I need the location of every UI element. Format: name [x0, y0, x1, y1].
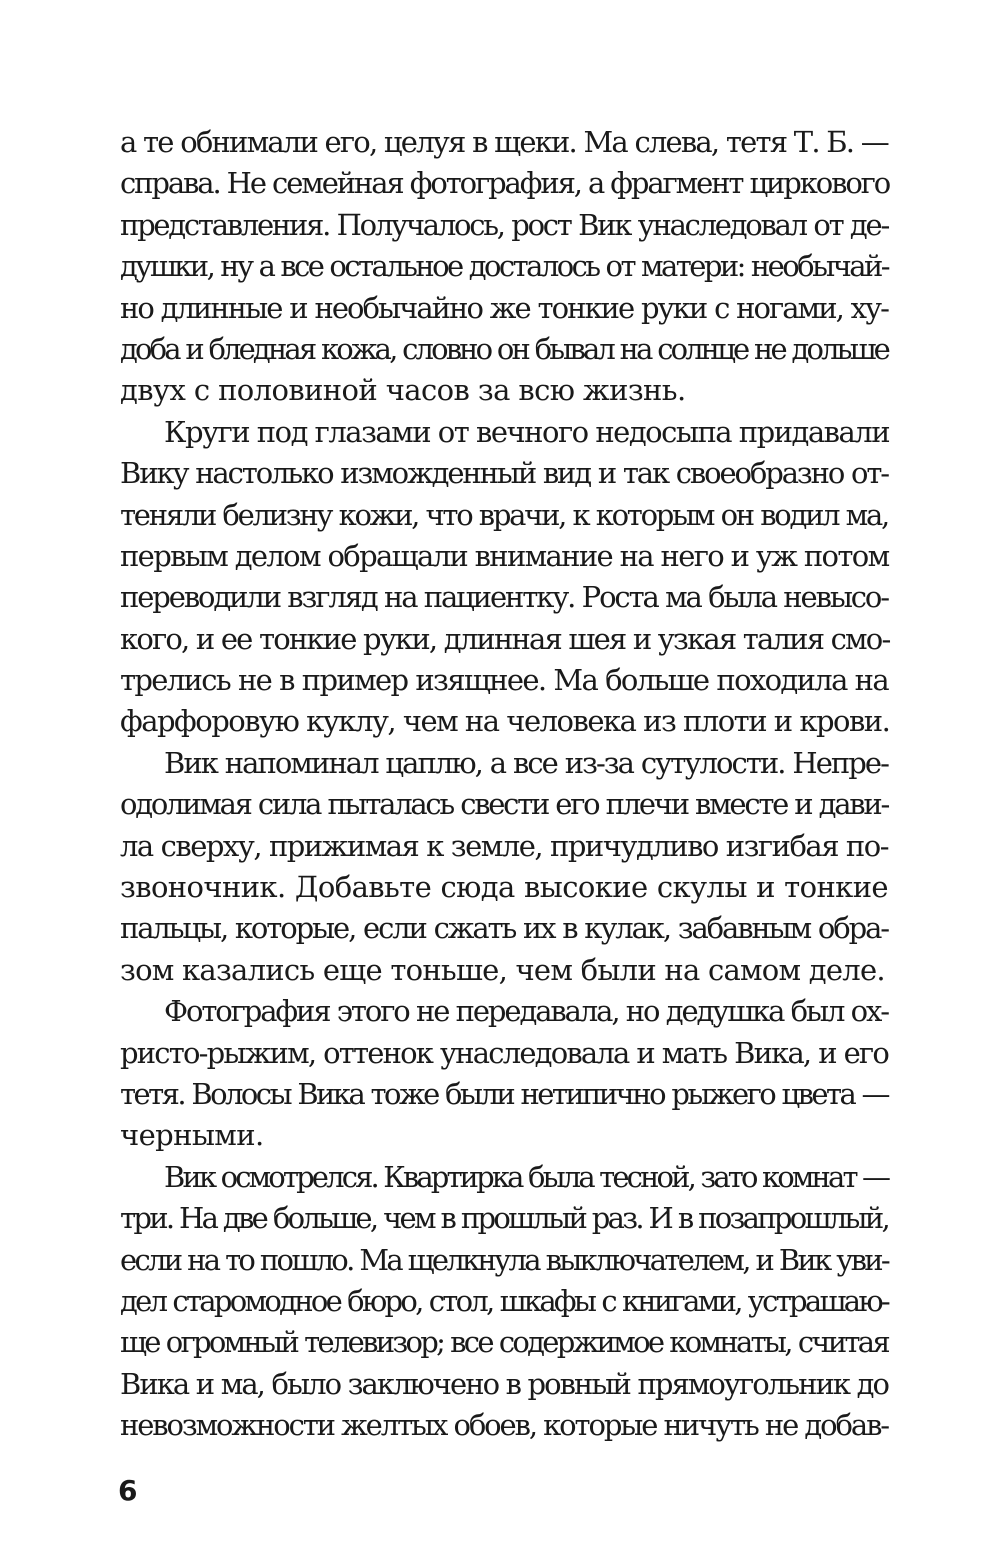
text-line: первым делом обращали внимание на него и уж потом — [120, 538, 889, 573]
text-line: зом казались еще тоньше, чем были на самом деле. — [120, 952, 885, 987]
text-line: пальцы, которые, если сжать их в кулак, забавным обра- — [120, 911, 888, 946]
text-line: доба и бледная кожа, словно он бывал на солнце не дольше — [120, 331, 888, 366]
text-line: а те обнимали его, целуя в щеки. Ма слева, тетя Т. Б. — — [120, 125, 888, 159]
text-line: Вику настолько изможденный вид и так своеобразно от- — [120, 456, 888, 491]
page-number: 6 — [118, 1474, 138, 1507]
text-line: переводили взгляд на пациентку. Роста ма была невысо- — [120, 580, 888, 615]
body-text — [120, 122, 888, 1447]
text-line: тетя. Волосы Вика тоже были нетипично рыжего цвета — — [120, 1076, 888, 1111]
text-line: дел старомодное бюро, стол, шкафы с книгами, устрашаю- — [120, 1283, 888, 1318]
text-line: душки, ну а все остальное досталось от матери: необычай- — [120, 249, 888, 284]
text-line: звоночник. Добавьте сюда высокие скулы и тонкие — [120, 870, 888, 905]
text-line: трелись не в пример изящнее. Ма больше походила на — [120, 663, 888, 698]
text-line: кого, и ее тонкие руки, длинная шея и узкая талия смо- — [120, 621, 890, 656]
text-line: если на то пошло. Ма щелкнула выключателем, и Вик уви- — [120, 1242, 888, 1277]
text-line: двух с половиной часов за всю жизнь. — [120, 373, 686, 408]
text-line: Вика и ма, было заключено в ровный прямоугольник до — [120, 1366, 888, 1401]
text-line: ще огромный телевизор; все содержимое комнаты, считая — [120, 1325, 888, 1360]
text-line: представления. Получалось, рост Вик унаследовал от де- — [120, 207, 888, 242]
text-line: черными. — [120, 1118, 264, 1153]
text-line: Круги под глазами от вечного недосыпа придавали — [164, 414, 890, 449]
text-line: теняли белизну кожи, что врачи, к которым он водил ма, — [120, 497, 888, 532]
text-line: ристо-рыжим, оттенок унаследовала и мать Вика, и его — [120, 1035, 888, 1070]
text-line: фарфоровую куклу, чем на человека из плоти и крови. — [120, 704, 890, 739]
text-line: но длинные и необычайно же тонкие руки с ногами, ху- — [120, 290, 888, 325]
text-line: справа. Не семейная фотография, а фрагмент циркового — [120, 166, 890, 201]
text-line: Фотография этого не передавала, но дедушка был ох- — [164, 994, 888, 1029]
text-line: три. На две больше, чем в прошлый раз. И в позапрошлый, — [120, 1201, 888, 1236]
text-line: одолимая сила пыталась свести его плечи вместе и дави- — [120, 787, 888, 822]
text-line: Вик напоминал цаплю, а все из-за сутулости. Непре- — [164, 745, 888, 780]
text-line: ла сверху, прижимая к земле, причудливо изгибая по- — [120, 828, 888, 863]
text-line: невозможности желтых обоев, которые ничуть не добав- — [120, 1408, 888, 1443]
text-line: Вик осмотрелся. Квартирка была тесной, зато комнат — — [164, 1159, 889, 1194]
